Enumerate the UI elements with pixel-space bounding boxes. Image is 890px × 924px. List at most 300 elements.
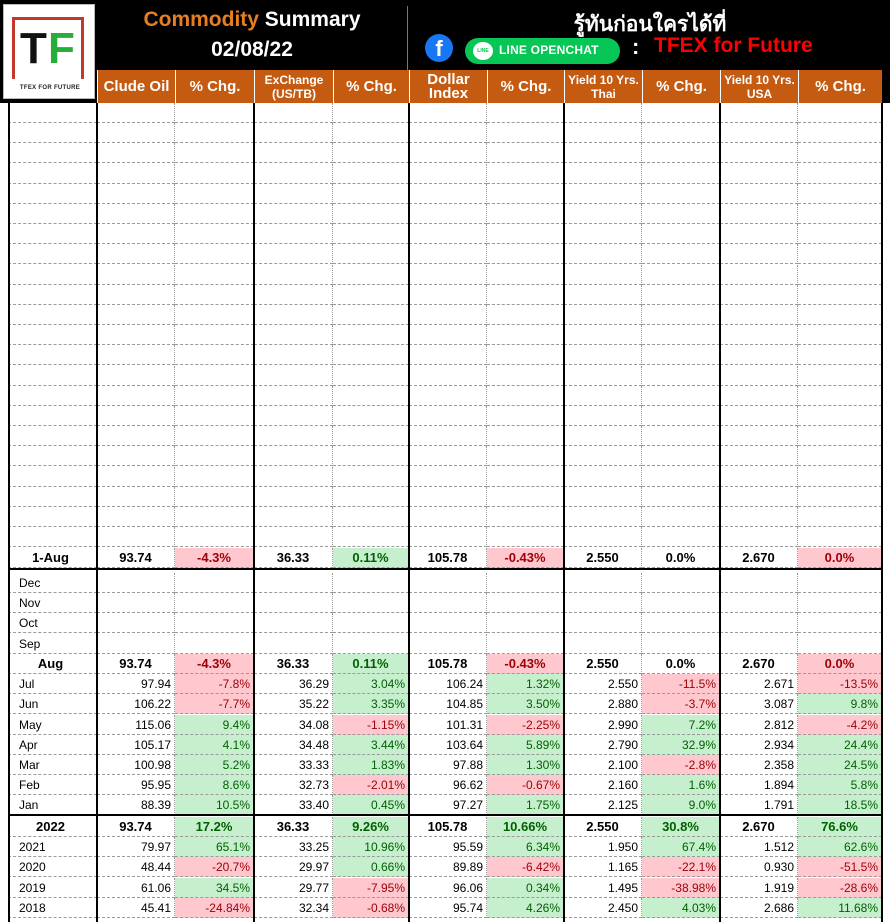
value-cell: 96.62	[409, 775, 487, 795]
value-cell: 2.100	[564, 755, 642, 775]
change-cell	[175, 285, 254, 305]
change-cell	[642, 467, 720, 487]
change-cell	[642, 527, 720, 547]
row-label: Sep	[8, 634, 97, 654]
value-cell	[409, 366, 487, 386]
table-row	[0, 487, 882, 507]
value-cell	[97, 265, 175, 285]
column-header: ExChange (US/TB)	[254, 70, 333, 103]
value-cell	[97, 527, 175, 547]
value-cell: 48.44	[97, 857, 175, 877]
value-cell	[254, 123, 333, 143]
row-label	[8, 325, 97, 345]
value-cell	[720, 573, 798, 593]
table-row	[0, 613, 882, 633]
change-cell	[175, 103, 254, 123]
value-cell: 2.812	[720, 715, 798, 735]
change-cell	[798, 325, 882, 345]
change-cell	[798, 467, 882, 487]
table-row	[0, 694, 882, 714]
change-cell: -51.5%	[798, 857, 882, 877]
value-cell	[97, 386, 175, 406]
change-cell	[798, 184, 882, 204]
change-cell	[642, 446, 720, 466]
change-cell: -28.6%	[798, 878, 882, 898]
change-cell	[487, 527, 564, 547]
value-cell	[254, 345, 333, 365]
value-cell	[254, 593, 333, 613]
change-cell: 65.1%	[175, 837, 254, 857]
value-cell: 1.950	[564, 837, 642, 857]
value-cell	[564, 123, 642, 143]
value-cell	[254, 634, 333, 654]
change-cell: -2.25%	[487, 715, 564, 735]
value-cell	[97, 467, 175, 487]
change-cell: 17.2%	[175, 817, 254, 837]
row-label	[8, 143, 97, 163]
table-row	[0, 715, 882, 735]
change-cell	[798, 634, 882, 654]
change-cell	[333, 285, 409, 305]
value-cell: 105.78	[409, 654, 487, 674]
change-cell	[798, 265, 882, 285]
change-cell	[798, 613, 882, 633]
value-cell	[97, 164, 175, 184]
title-accent: Commodity	[143, 8, 259, 31]
change-cell: -4.3%	[175, 654, 254, 674]
value-cell	[254, 487, 333, 507]
value-cell	[409, 527, 487, 547]
table-row	[0, 184, 882, 204]
value-cell	[97, 123, 175, 143]
column-divider	[96, 103, 98, 922]
value-cell	[720, 244, 798, 264]
value-cell: 105.17	[97, 735, 175, 755]
value-cell: 106.22	[97, 694, 175, 714]
header-divider	[407, 6, 408, 70]
value-cell	[720, 143, 798, 163]
change-cell: 0.0%	[798, 548, 882, 568]
value-cell	[97, 507, 175, 527]
value-cell	[409, 325, 487, 345]
value-cell	[409, 386, 487, 406]
change-cell: 10.66%	[487, 817, 564, 837]
change-cell	[333, 593, 409, 613]
value-cell	[564, 143, 642, 163]
value-cell	[254, 184, 333, 204]
change-cell	[798, 224, 882, 244]
value-cell	[254, 446, 333, 466]
change-cell: -7.8%	[175, 674, 254, 694]
change-cell: 1.75%	[487, 795, 564, 815]
column-header: % Chg.	[642, 70, 720, 103]
change-cell	[175, 446, 254, 466]
table-row	[0, 507, 882, 527]
value-cell: 105.78	[409, 817, 487, 837]
value-cell	[564, 507, 642, 527]
value-cell	[564, 527, 642, 547]
value-cell	[254, 325, 333, 345]
column-divider	[881, 103, 883, 922]
table-row	[0, 735, 882, 755]
change-cell: -0.43%	[487, 548, 564, 568]
section-divider	[8, 568, 882, 570]
row-label	[8, 244, 97, 264]
column-header: Dollar Index	[409, 70, 487, 103]
change-cell: -1.15%	[333, 715, 409, 735]
change-cell: 5.89%	[487, 735, 564, 755]
value-cell: 95.74	[409, 898, 487, 918]
change-cell	[642, 613, 720, 633]
value-cell: 0.930	[720, 857, 798, 877]
value-cell	[720, 446, 798, 466]
value-cell	[97, 634, 175, 654]
value-cell: 2.670	[720, 817, 798, 837]
change-cell	[333, 634, 409, 654]
change-cell	[487, 325, 564, 345]
change-cell	[642, 406, 720, 426]
value-cell	[254, 527, 333, 547]
value-cell	[564, 573, 642, 593]
change-cell	[333, 305, 409, 325]
value-cell: 101.31	[409, 715, 487, 735]
change-cell	[642, 123, 720, 143]
change-cell	[487, 265, 564, 285]
change-cell: 0.0%	[798, 654, 882, 674]
value-cell	[720, 265, 798, 285]
value-cell	[720, 406, 798, 426]
value-cell: 93.74	[97, 817, 175, 837]
value-cell: 2.671	[720, 674, 798, 694]
value-cell	[97, 325, 175, 345]
change-cell: 4.03%	[642, 898, 720, 918]
value-cell: 103.64	[409, 735, 487, 755]
value-cell	[720, 325, 798, 345]
value-cell	[409, 345, 487, 365]
value-cell	[720, 305, 798, 325]
value-cell	[564, 366, 642, 386]
value-cell	[97, 103, 175, 123]
change-cell: 3.44%	[333, 735, 409, 755]
value-cell: 32.73	[254, 775, 333, 795]
column-divider	[563, 103, 565, 922]
value-cell: 115.06	[97, 715, 175, 735]
change-cell: -0.67%	[487, 775, 564, 795]
change-cell	[642, 143, 720, 163]
value-cell: 79.97	[97, 837, 175, 857]
change-cell: 24.4%	[798, 735, 882, 755]
change-cell	[175, 426, 254, 446]
value-cell	[254, 285, 333, 305]
change-cell: -13.5%	[798, 674, 882, 694]
value-cell	[564, 184, 642, 204]
value-cell	[409, 143, 487, 163]
change-cell	[175, 366, 254, 386]
change-cell	[175, 406, 254, 426]
value-cell	[97, 573, 175, 593]
row-label: Dec	[8, 573, 97, 593]
value-cell: 45.41	[97, 898, 175, 918]
change-cell	[642, 285, 720, 305]
line-openchat-label: LINE OPENCHAT	[499, 43, 599, 57]
change-cell: 3.50%	[487, 694, 564, 714]
value-cell: 2.358	[720, 755, 798, 775]
row-label	[8, 345, 97, 365]
column-divider	[253, 103, 255, 922]
value-cell: 104.85	[409, 694, 487, 714]
report-date: 02/08/22	[211, 38, 293, 61]
change-cell	[642, 204, 720, 224]
change-cell	[333, 386, 409, 406]
value-cell: 2.686	[720, 898, 798, 918]
line-openchat-badge[interactable]	[465, 38, 620, 64]
value-cell	[564, 164, 642, 184]
change-cell: 76.6%	[798, 817, 882, 837]
value-cell: 33.25	[254, 837, 333, 857]
change-cell	[642, 164, 720, 184]
row-label: Jan	[8, 795, 97, 815]
row-label	[8, 527, 97, 547]
change-cell	[798, 123, 882, 143]
value-cell	[97, 487, 175, 507]
column-header: % Chg.	[798, 70, 882, 103]
logo-letter-f: F	[48, 24, 75, 73]
row-label: May	[8, 715, 97, 735]
change-cell: -20.7%	[175, 857, 254, 877]
value-cell	[97, 285, 175, 305]
value-cell: 29.77	[254, 878, 333, 898]
change-cell	[487, 573, 564, 593]
value-cell: 2.450	[564, 898, 642, 918]
change-cell	[487, 305, 564, 325]
row-label: 2018	[8, 898, 97, 918]
value-cell: 35.22	[254, 694, 333, 714]
change-cell	[798, 593, 882, 613]
value-cell	[720, 386, 798, 406]
change-cell	[333, 507, 409, 527]
change-cell: -24.84%	[175, 898, 254, 918]
table-row	[0, 573, 882, 593]
change-cell	[175, 143, 254, 163]
value-cell	[254, 224, 333, 244]
change-cell	[487, 507, 564, 527]
change-cell	[798, 573, 882, 593]
change-cell	[642, 487, 720, 507]
change-cell: 0.66%	[333, 857, 409, 877]
value-cell	[720, 613, 798, 633]
row-label	[8, 305, 97, 325]
value-cell	[409, 204, 487, 224]
value-cell	[254, 265, 333, 285]
change-cell: 32.9%	[642, 735, 720, 755]
change-cell	[487, 224, 564, 244]
table-row	[0, 795, 882, 815]
change-cell	[175, 224, 254, 244]
row-label	[8, 103, 97, 123]
value-cell: 36.29	[254, 674, 333, 694]
change-cell	[333, 487, 409, 507]
value-cell: 2.550	[564, 654, 642, 674]
value-cell	[97, 593, 175, 613]
page-title	[98, 8, 406, 32]
row-label	[8, 123, 97, 143]
change-cell: 1.83%	[333, 755, 409, 775]
change-cell	[642, 305, 720, 325]
row-label	[8, 406, 97, 426]
table-row	[0, 224, 882, 244]
value-cell	[97, 204, 175, 224]
table-row	[0, 634, 882, 654]
change-cell	[487, 613, 564, 633]
value-cell	[254, 305, 333, 325]
change-cell: -2.01%	[333, 775, 409, 795]
change-cell	[333, 345, 409, 365]
change-cell: 30.8%	[642, 817, 720, 837]
table-row	[0, 755, 882, 775]
change-cell	[333, 527, 409, 547]
change-cell	[798, 305, 882, 325]
value-cell: 88.39	[97, 795, 175, 815]
row-label: 2022	[8, 817, 97, 837]
change-cell	[487, 244, 564, 264]
change-cell: -0.43%	[487, 654, 564, 674]
change-cell: -11.5%	[642, 674, 720, 694]
table-row	[0, 305, 882, 325]
row-label: 2019	[8, 878, 97, 898]
value-cell	[720, 103, 798, 123]
value-cell	[409, 305, 487, 325]
value-cell	[97, 406, 175, 426]
row-label	[8, 204, 97, 224]
value-cell	[97, 244, 175, 264]
value-cell	[409, 426, 487, 446]
value-cell	[254, 467, 333, 487]
value-cell: 2.550	[564, 674, 642, 694]
change-cell: 34.5%	[175, 878, 254, 898]
change-cell	[175, 265, 254, 285]
table-row	[0, 775, 882, 795]
value-cell	[254, 143, 333, 163]
table-row	[0, 366, 882, 386]
change-cell	[175, 613, 254, 633]
table-row	[0, 123, 882, 143]
change-cell: 1.32%	[487, 674, 564, 694]
value-cell	[720, 634, 798, 654]
change-cell: -3.7%	[642, 694, 720, 714]
value-cell	[720, 164, 798, 184]
change-cell: 62.6%	[798, 837, 882, 857]
change-cell: 6.34%	[487, 837, 564, 857]
value-cell: 2.160	[564, 775, 642, 795]
change-cell	[487, 366, 564, 386]
change-cell	[798, 164, 882, 184]
change-cell: -7.95%	[333, 878, 409, 898]
row-label: Oct	[8, 613, 97, 633]
value-cell	[720, 527, 798, 547]
value-cell	[564, 487, 642, 507]
thai-tagline: รู้ทันก่อนใครได้ที่	[573, 12, 727, 36]
change-cell	[333, 184, 409, 204]
change-cell	[175, 164, 254, 184]
value-cell	[564, 204, 642, 224]
change-cell	[798, 204, 882, 224]
value-cell	[409, 184, 487, 204]
change-cell	[333, 406, 409, 426]
value-cell	[409, 164, 487, 184]
logo-letter-t: T	[20, 24, 47, 73]
value-cell	[409, 487, 487, 507]
change-cell: 9.8%	[798, 694, 882, 714]
value-cell	[97, 184, 175, 204]
group-name: TFEX for Future	[654, 34, 813, 57]
row-label	[8, 467, 97, 487]
change-cell: -0.68%	[333, 898, 409, 918]
logo-text: TFEX FOR FUTURE	[19, 85, 81, 91]
value-cell: 36.33	[254, 654, 333, 674]
change-cell	[487, 446, 564, 466]
value-cell	[254, 386, 333, 406]
table-row	[0, 446, 882, 466]
change-cell: 11.68%	[798, 898, 882, 918]
change-cell	[487, 184, 564, 204]
change-cell	[798, 285, 882, 305]
table-row	[0, 103, 882, 123]
value-cell	[564, 613, 642, 633]
value-cell	[564, 103, 642, 123]
value-cell	[254, 613, 333, 633]
change-cell: 1.30%	[487, 755, 564, 775]
change-cell	[175, 386, 254, 406]
table-row	[0, 406, 882, 426]
value-cell	[409, 406, 487, 426]
row-label: Jun	[8, 694, 97, 714]
value-cell	[409, 613, 487, 633]
change-cell	[487, 634, 564, 654]
value-cell: 105.78	[409, 548, 487, 568]
change-cell	[175, 305, 254, 325]
value-cell	[564, 285, 642, 305]
value-cell: 61.06	[97, 878, 175, 898]
value-cell	[564, 265, 642, 285]
column-divider	[8, 103, 10, 922]
change-cell	[642, 325, 720, 345]
row-label: Feb	[8, 775, 97, 795]
column-header: % Chg.	[487, 70, 564, 103]
row-label	[8, 487, 97, 507]
row-label: Aug	[8, 654, 97, 674]
change-cell	[333, 204, 409, 224]
change-cell	[175, 593, 254, 613]
change-cell	[798, 103, 882, 123]
change-cell	[175, 123, 254, 143]
change-cell: 3.04%	[333, 674, 409, 694]
title-rest: Summary	[258, 8, 361, 31]
value-cell: 2.550	[564, 817, 642, 837]
change-cell: 0.11%	[333, 548, 409, 568]
table-row	[0, 837, 882, 857]
change-cell: 7.2%	[642, 715, 720, 735]
value-cell: 2.790	[564, 735, 642, 755]
table-row	[0, 204, 882, 224]
row-label	[8, 386, 97, 406]
change-cell: 10.96%	[333, 837, 409, 857]
change-cell	[642, 244, 720, 264]
table-row	[0, 386, 882, 406]
facebook-icon[interactable]: f	[425, 34, 453, 62]
row-label	[8, 224, 97, 244]
change-cell	[175, 527, 254, 547]
row-label: Jul	[8, 674, 97, 694]
